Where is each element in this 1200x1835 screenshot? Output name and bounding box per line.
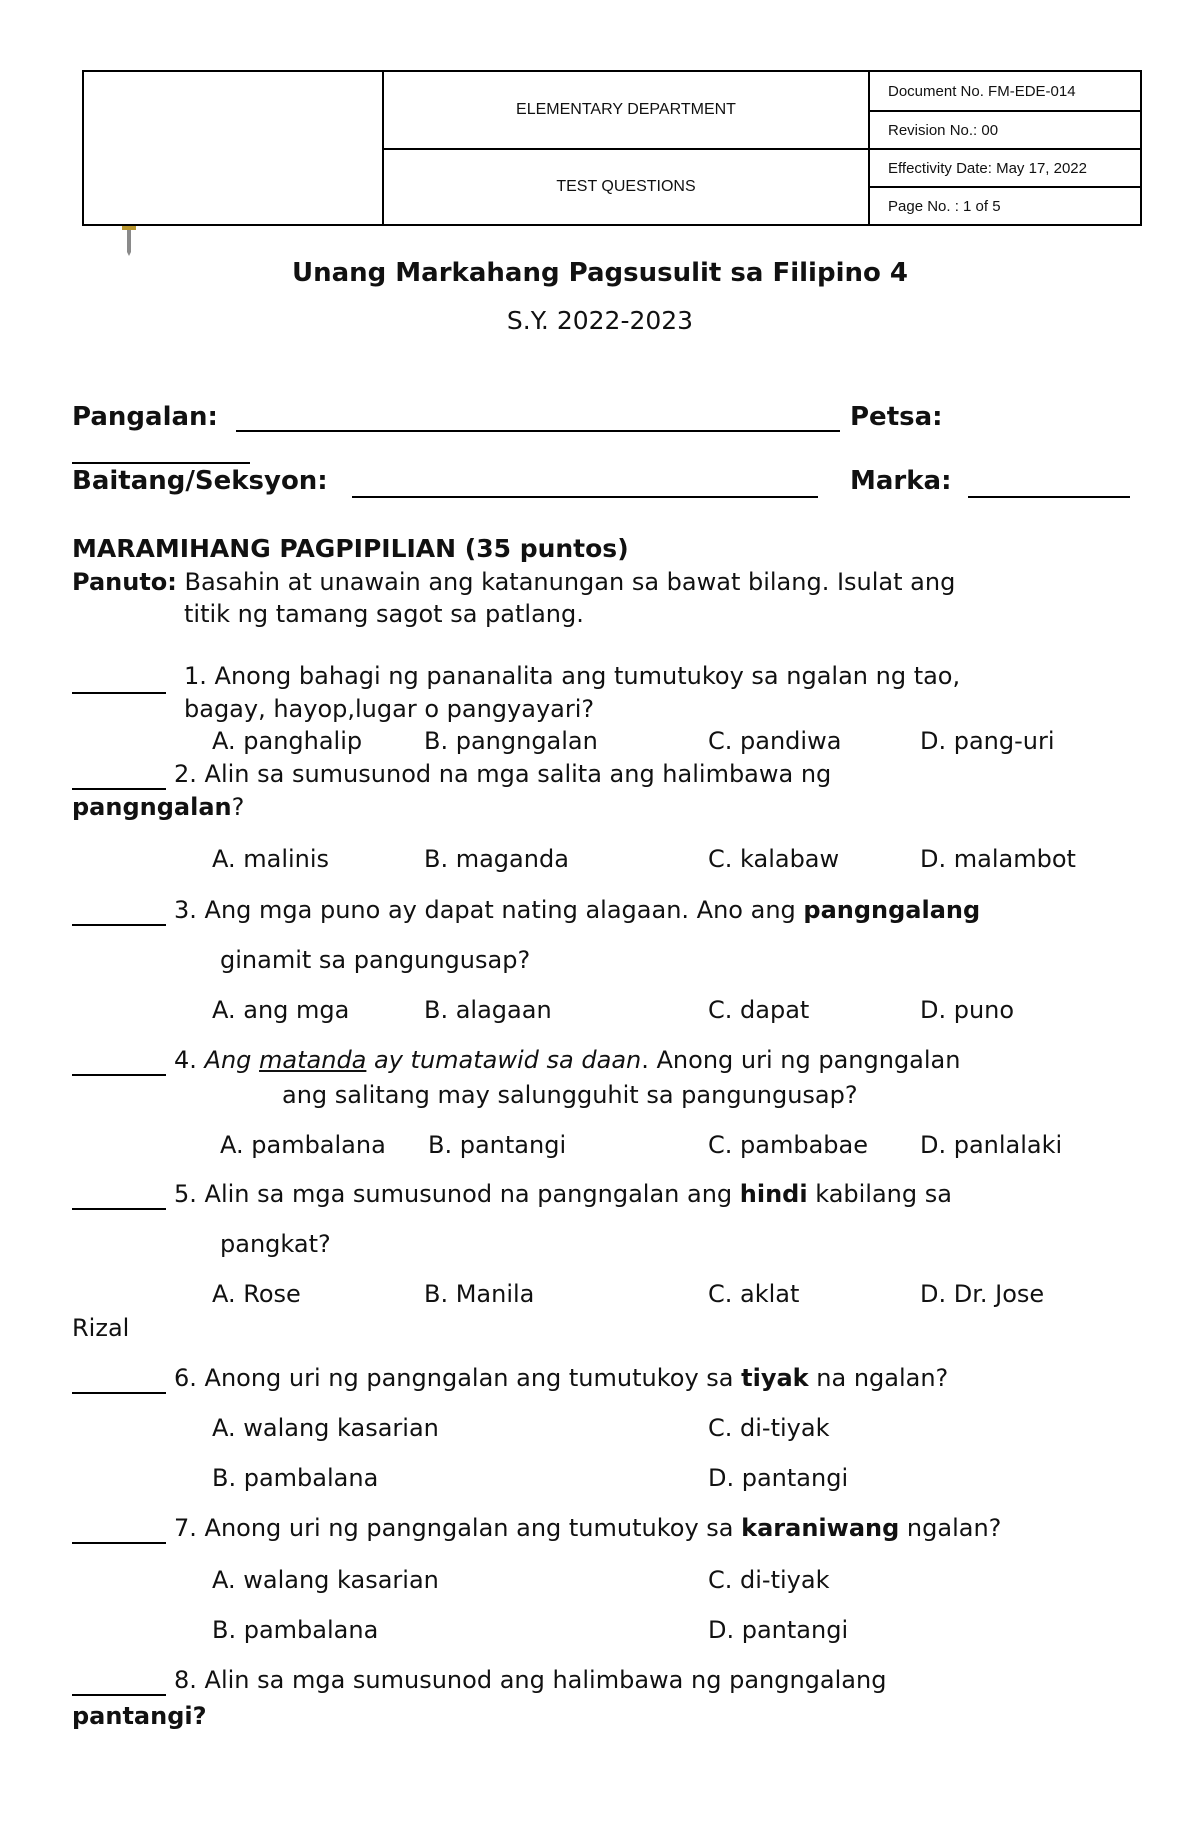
q1-option-c: C. pandiwa (708, 727, 842, 755)
q2-option-d: D. malambot (920, 845, 1076, 873)
q1-option-a: A. panghalip (212, 727, 363, 755)
answer-blank-2[interactable] (72, 788, 166, 790)
department-cell: ELEMENTARY DEPARTMENT (384, 72, 870, 150)
q3-option-c: C. dapat (708, 996, 810, 1024)
q2-option-a: A. malinis (212, 845, 330, 873)
q7-option-a: A. walang kasarian (212, 1566, 439, 1594)
question-2-line-1: 2. Alin sa sumusunod na mga salita ang halimbawa ng (174, 760, 832, 788)
school-year: S.Y. 2022-2023 (506, 306, 694, 335)
question-2-line-2: pangngalan? (72, 793, 245, 821)
q4-option-a: A. pambalana (220, 1131, 386, 1159)
q2-option-b: B. maganda (424, 845, 569, 873)
q5-option-d: D. Dr. Jose (920, 1280, 1045, 1308)
question-8-line-1: 8. Alin sa mga sumusunod ang halimbawa ng pangngalang (174, 1666, 887, 1694)
header-table (82, 70, 1142, 226)
q5-option-b: B. Manila (424, 1280, 535, 1308)
section-field[interactable] (352, 496, 818, 498)
q5-option-c: C. aklat (708, 1280, 800, 1308)
answer-blank-8[interactable] (72, 1694, 166, 1696)
underlined-word: matanda (259, 1046, 367, 1074)
question-3-line-2: ginamit sa pangungusap? (220, 946, 531, 974)
q7-option-b: B. pambalana (212, 1616, 379, 1644)
answer-blank-7[interactable] (72, 1542, 166, 1544)
q6-option-b: B. pambalana (212, 1464, 379, 1492)
logo-cell (84, 72, 384, 224)
question-1-line-2: bagay, hayop,lugar o pangyayari? (184, 695, 595, 723)
page-no: Page No. : 1 of 5 (888, 197, 1001, 215)
question-5-line-2: pangkat? (220, 1230, 331, 1258)
section-label: Baitang/Seksyon: (72, 466, 328, 496)
q3-option-b: B. alagaan (424, 996, 552, 1024)
instructions-line-2: titik ng tamang sagot sa patlang. (184, 600, 584, 628)
revision-no: Revision No.: 00 (870, 112, 1140, 150)
q6-option-c: C. di-tiyak (708, 1414, 830, 1442)
answer-blank-4[interactable] (72, 1074, 166, 1076)
q2-option-c: C. kalabaw (708, 845, 840, 873)
instructions-label: Panuto: (72, 568, 177, 596)
q4-option-d: D. panlalaki (920, 1131, 1063, 1159)
date-field[interactable] (72, 462, 250, 464)
name-field[interactable] (236, 430, 840, 432)
score-label: Marka: (850, 466, 952, 496)
section-heading: MARAMIHANG PAGPIPILIAN (35 puntos) (72, 534, 629, 563)
question-5-line-1: 5. Alin sa mga sumusunod na pangngalan ang hindi kabilang sa (174, 1180, 952, 1208)
question-4-line-2: ang salitang may salungguhit sa pangungusap? (282, 1081, 858, 1109)
name-label: Pangalan: (72, 402, 218, 432)
q7-option-c: C. di-tiyak (708, 1566, 830, 1594)
question-8-line-2: pantangi? (72, 1702, 207, 1730)
document-no: Document No. FM-EDE-014 (870, 72, 1140, 112)
answer-blank-6[interactable] (72, 1392, 166, 1394)
date-label: Petsa: (850, 402, 943, 432)
answer-blank-3[interactable] (72, 924, 166, 926)
q4-option-c: C. pambabae (708, 1131, 868, 1159)
q5-option-d-overflow: Rizal (72, 1314, 130, 1342)
question-1-line-1: 1. Anong bahagi ng pananalita ang tumutukoy sa ngalan ng tao, (184, 662, 961, 690)
q3-option-a: A. ang mga (212, 996, 350, 1024)
question-6-line-1: 6. Anong uri ng pangngalan ang tumutukoy sa tiyak na ngalan? (174, 1364, 949, 1392)
q5-option-a: A. Rose (212, 1280, 301, 1308)
doc-type-cell: TEST QUESTIONS (384, 150, 870, 224)
q3-option-d: D. puno (920, 996, 1015, 1024)
score-field[interactable] (968, 496, 1130, 498)
question-7-line-1: 7. Anong uri ng pangngalan ang tumutukoy sa karaniwang ngalan? (174, 1514, 1002, 1542)
q1-option-b: B. pangngalan (424, 727, 598, 755)
answer-blank-1[interactable] (72, 692, 166, 694)
question-4-line-1: 4. Ang matanda ay tumatawid sa daan. Anong uri ng pangngalan (174, 1046, 961, 1074)
q6-option-d: D. pantangi (708, 1464, 849, 1492)
q6-option-a: A. walang kasarian (212, 1414, 439, 1442)
answer-blank-5[interactable] (72, 1208, 166, 1210)
question-3-line-1: 3. Ang mga puno ay dapat nating alagaan. Ano ang pangngalang (174, 896, 981, 924)
effectivity-date: Effectivity Date: May 17, 2022 (870, 150, 1140, 188)
q1-option-d: D. pang-uri (920, 727, 1055, 755)
q7-option-d: D. pantangi (708, 1616, 849, 1644)
exam-title: Unang Markahang Pagsusulit sa Filipino 4 (291, 258, 909, 288)
q4-option-b: B. pantangi (428, 1131, 567, 1159)
instructions-line-1: Panuto: Basahin at unawain ang katanungan sa bawat bilang. Isulat ang (72, 568, 956, 596)
school-logo-icon (122, 226, 136, 256)
